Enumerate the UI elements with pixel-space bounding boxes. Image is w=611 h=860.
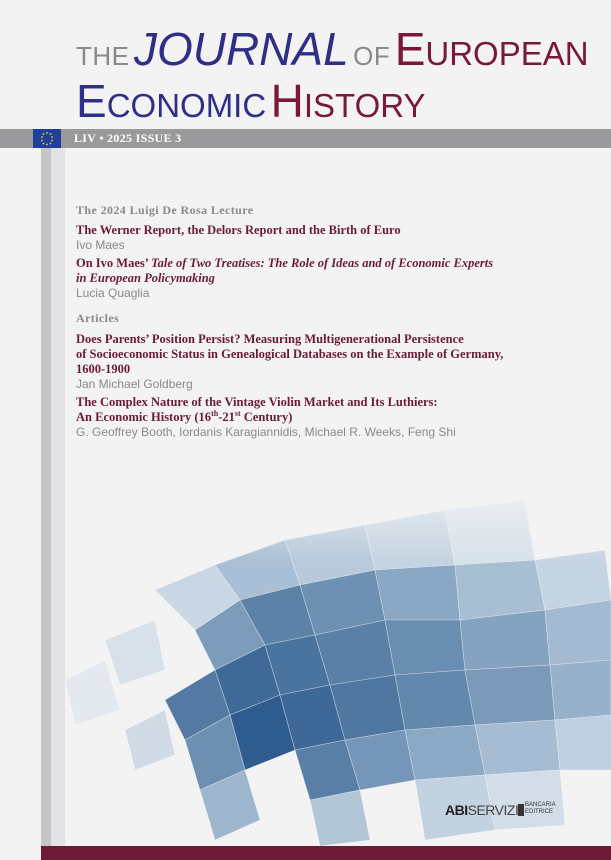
bancaria-icon: [518, 804, 524, 816]
article-authors: G. Geoffrey Booth, Iordanis Karagiannidis, Michael R. Weeks, Feng Shi: [76, 425, 456, 439]
title-economic-initial: E: [76, 75, 107, 127]
section-heading: The 2024 Luigi De Rosa Lecture: [76, 203, 254, 217]
article-title-line-2: of Socioeconomic Status in Genealogical Databases on the Example of Germany,: [76, 347, 504, 361]
logo-editrice: EDITRICE: [525, 809, 554, 815]
title-history: ISTORY: [303, 87, 426, 124]
left-bar-light: [51, 148, 65, 860]
article-entry: [76, 256, 596, 300]
article-title-italic-2: in European Policymaking: [76, 271, 215, 285]
logo-servizi: SERVIZI: [467, 802, 519, 818]
title-european-initial: E: [394, 23, 426, 75]
bancaria-editrice-logo: [525, 802, 556, 816]
article-authors: Jan Michael Goldberg: [76, 377, 193, 391]
article-title-line-3: 1600-1900: [76, 362, 131, 376]
title-line-2: [76, 75, 426, 127]
eu-flag-icon: [33, 129, 61, 148]
article-title: Does Parents’ Position Persist? Measuring Multigenerational Persistence: [76, 332, 464, 346]
logo-abi: ABI: [445, 802, 468, 818]
article-title-line-2: [76, 271, 596, 286]
article-title-italic: Tale of Two Treatises: The Role of Ideas and of Economic Experts: [151, 256, 494, 270]
title-economic: CONOMIC: [106, 87, 267, 124]
title-part: An Economic History (16: [76, 410, 212, 424]
left-bar: [41, 148, 51, 860]
article-title: The Complex Nature of the Vintage Violin Market and Its Luthiers:: [76, 395, 438, 409]
article-title: The Werner Report, the Delors Report and the Birth of Euro: [76, 223, 401, 237]
abi-servizi-logo: [445, 802, 518, 818]
bottom-band: [41, 846, 611, 860]
article-entry: [76, 332, 596, 391]
article-authors: Ivo Maes: [76, 238, 125, 252]
issue-label: LIV • 2025 ISSUE 3: [74, 131, 182, 145]
title-part: -21: [218, 410, 235, 424]
title-sup: st: [234, 408, 241, 418]
title-european: UROPEAN: [425, 35, 589, 72]
title-part: Century): [240, 410, 293, 424]
title-journal: JOURNAL: [133, 23, 349, 75]
section-heading: Articles: [76, 311, 120, 325]
article-title: [76, 256, 596, 271]
article-title-line-2: [76, 410, 596, 425]
title-line-1: [76, 23, 589, 75]
europe-map-illustration: [65, 470, 611, 846]
article-entry: [76, 395, 596, 439]
title-history-initial: H: [270, 75, 304, 127]
title-the: THE: [76, 41, 130, 71]
article-title-prefix: On Ivo Maes’: [76, 256, 148, 270]
logo-bancaria: BANCARIA: [525, 802, 556, 808]
title-of: OF: [353, 41, 391, 71]
article-authors: Lucia Quaglia: [76, 286, 150, 300]
title-sup: th: [211, 408, 219, 418]
article-entry: [76, 223, 596, 252]
